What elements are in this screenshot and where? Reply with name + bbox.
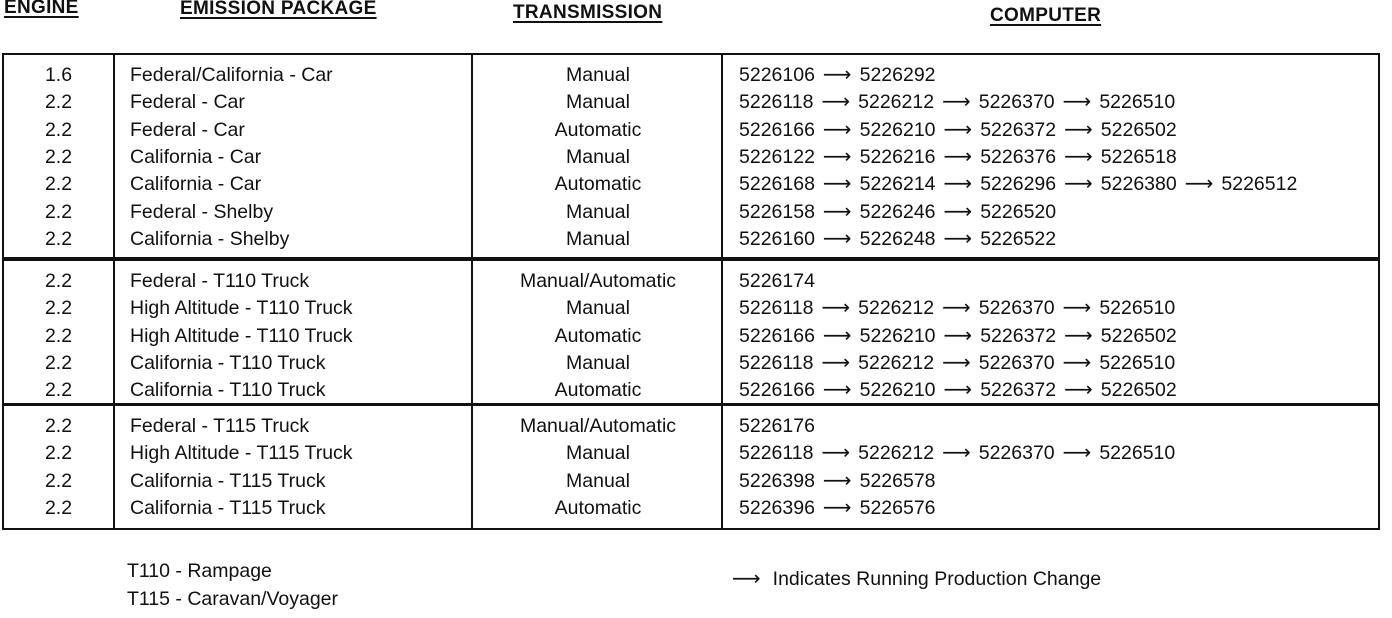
computer-part-number: 5226372 (980, 324, 1057, 347)
engine-cell: 1.6 (44, 64, 73, 86)
emission-cell: California - T115 Truck (130, 469, 326, 492)
arrow-icon: ⟶ (942, 442, 971, 465)
computer-part-number: 5226510 (1099, 297, 1176, 320)
arrow-icon: ⟶ (822, 118, 852, 141)
engine-cell: 2.2 (44, 91, 73, 114)
computer-part-number: 5226160 (739, 227, 815, 250)
computer-cell (739, 144, 1177, 171)
computer-part-number: 5226168 (739, 173, 815, 196)
emission-cell: Federal - T115 Truck (130, 415, 310, 437)
arrow-icon: ⟶ (822, 173, 852, 196)
computer-cell (739, 89, 1175, 116)
computer-cell (739, 117, 1177, 144)
computer-part-number: 5226576 (859, 496, 936, 519)
computer-part-number: 5226370 (978, 442, 1055, 465)
computer-part-number: 5226216 (859, 145, 936, 168)
arrow-icon: ⟶ (1064, 145, 1093, 168)
computer-part-number: 5226396 (739, 496, 815, 519)
emission-cell: Federal - Car (130, 118, 245, 141)
computer-part-number: 5226512 (1221, 173, 1298, 196)
legend-arrow-note (732, 566, 1101, 591)
emission-cell: California - T110 Truck (130, 351, 326, 374)
computer-cell (739, 295, 1175, 322)
computer-cell (739, 413, 815, 440)
arrow-icon: ⟶ (943, 200, 973, 223)
computer-cell (739, 226, 1056, 253)
arrow-icon: ⟶ (1184, 173, 1214, 196)
arrow-icon: ⟶ (822, 324, 852, 347)
computer-part-number: 5226520 (980, 200, 1057, 223)
engine-column (4, 261, 113, 403)
engine-cell: 2.2 (44, 324, 73, 347)
computer-part-number: 5226174 (739, 270, 815, 292)
computer-part-number: 5226518 (1100, 145, 1177, 168)
emission-column (113, 261, 473, 403)
emission-cell: High Altitude - T110 Truck (130, 324, 353, 347)
engine-cell: 2.2 (44, 496, 73, 519)
transmission-cell: Manual/Automatic (519, 415, 677, 437)
arrow-icon: ⟶ (943, 145, 973, 168)
engine-cell: 2.2 (44, 145, 73, 168)
arrow-icon: ⟶ (822, 145, 852, 168)
arrow-icon: ⟶ (822, 200, 852, 223)
computer-part-number: 5226210 (859, 118, 936, 141)
computer-part-number: 5226158 (739, 200, 815, 223)
engine-cell: 2.2 (44, 442, 73, 465)
emission-cell: High Altitude - T115 Truck (130, 442, 353, 465)
computer-part-number: 5226214 (859, 173, 936, 196)
transmission-cell: Manual (566, 200, 630, 223)
engine-cell: 2.2 (44, 351, 73, 374)
transmission-column (471, 261, 723, 403)
computer-cell (739, 377, 1177, 404)
arrow-icon: ⟶ (1062, 91, 1092, 114)
computer-part-number: 5226106 (739, 64, 815, 86)
computer-part-number: 5226210 (859, 324, 936, 347)
computer-part-number: 5226246 (859, 200, 936, 223)
computer-part-number: 5226166 (739, 324, 815, 347)
engine-cell: 2.2 (44, 415, 73, 437)
transmission-cell: Manual/Automatic (519, 270, 677, 292)
arrow-icon: ⟶ (943, 324, 973, 347)
arrow-icon: ⟶ (821, 297, 851, 320)
engine-column (4, 55, 113, 257)
engine-cell: 2.2 (44, 469, 73, 492)
arrow-icon: ⟶ (943, 173, 973, 196)
computer-part-number: 5226522 (980, 227, 1057, 250)
arrow-icon: ⟶ (1064, 324, 1093, 347)
emission-cell: California - T110 Truck (130, 379, 326, 402)
computer-cell (739, 268, 815, 295)
header-transmission: TRANSMISSION (513, 2, 663, 23)
computer-part-number: 5226212 (858, 91, 935, 114)
emission-cell: High Altitude - T110 Truck (130, 297, 353, 320)
computer-part-number: 5226296 (980, 173, 1057, 196)
arrow-icon: ⟶ (732, 568, 761, 590)
engine-cell: 2.2 (44, 379, 73, 402)
engine-cell: 2.2 (44, 227, 73, 250)
arrow-icon: ⟶ (822, 496, 852, 519)
emission-cell: California - Car (130, 173, 262, 196)
arrow-icon: ⟶ (1064, 379, 1093, 402)
computer-part-number: 5226118 (739, 351, 814, 374)
computer-column (721, 406, 1378, 528)
arrow-icon: ⟶ (942, 351, 971, 374)
engine-cell: 2.2 (44, 118, 73, 141)
engine-cell: 2.2 (44, 270, 73, 292)
arrow-icon: ⟶ (821, 91, 851, 114)
arrow-icon: ⟶ (943, 227, 973, 250)
computer-part-number: 5226510 (1099, 442, 1176, 465)
arrow-icon: ⟶ (1062, 442, 1092, 465)
engine-column (4, 406, 113, 528)
arrow-icon: ⟶ (942, 297, 971, 320)
computer-part-number: 5226118 (739, 442, 814, 465)
transmission-cell: Automatic (554, 496, 642, 519)
computer-part-number: 5226210 (859, 379, 936, 402)
arrow-icon: ⟶ (1062, 297, 1092, 320)
computer-part-number: 5226502 (1100, 379, 1177, 402)
computer-column (721, 55, 1378, 257)
computer-part-number: 5226118 (739, 297, 814, 320)
transmission-cell: Manual (566, 442, 630, 465)
legend-arrow-text: Indicates Running Production Change (772, 568, 1102, 590)
transmission-cell: Manual (566, 227, 630, 250)
table-group-car (2, 53, 1380, 259)
emission-column (113, 406, 473, 528)
arrow-icon: ⟶ (1064, 173, 1093, 196)
legend-t115: T115 - Caravan/Voyager (127, 588, 339, 610)
arrow-icon: ⟶ (942, 91, 971, 114)
header-computer: COMPUTER (990, 5, 1102, 26)
computer-part-number: 5226370 (978, 297, 1055, 320)
computer-part-number: 5226370 (978, 91, 1055, 114)
table-group-t110-truck (2, 259, 1380, 405)
arrow-icon: ⟶ (822, 64, 852, 86)
computer-column (721, 261, 1378, 403)
legend-t110: T110 - Rampage (127, 560, 272, 582)
emission-cell: California - Shelby (130, 227, 290, 250)
arrow-icon: ⟶ (821, 442, 851, 465)
computer-cell (739, 468, 936, 495)
engine-cell: 2.2 (44, 297, 73, 320)
header-engine: ENGINE (4, 0, 79, 18)
arrow-icon: ⟶ (1064, 118, 1093, 141)
arrow-icon: ⟶ (943, 379, 973, 402)
emission-cell: California - T115 Truck (130, 496, 326, 519)
transmission-cell: Manual (566, 297, 630, 320)
computer-cell (739, 62, 936, 89)
computer-cell (739, 350, 1175, 377)
transmission-column (471, 55, 723, 257)
computer-part-number: 5226118 (739, 91, 814, 114)
arrow-icon: ⟶ (1062, 351, 1092, 374)
computer-cell (739, 171, 1297, 198)
transmission-cell: Manual (566, 469, 630, 492)
emission-cell: California - Car (130, 145, 262, 168)
computer-part-number: 5226376 (980, 145, 1057, 168)
emission-cell: Federal/California - Car (130, 64, 333, 86)
transmission-cell: Automatic (554, 118, 642, 141)
transmission-cell: Manual (566, 64, 630, 86)
transmission-cell: Automatic (554, 173, 642, 196)
computer-part-number: 5226510 (1099, 91, 1176, 114)
computer-part-number: 5226176 (739, 415, 815, 437)
arrow-icon: ⟶ (822, 227, 852, 250)
emission-cell: Federal - Shelby (130, 200, 274, 223)
computer-part-number: 5226502 (1100, 118, 1177, 141)
computer-cell (739, 323, 1177, 350)
emission-column (113, 55, 473, 257)
computer-part-number: 5226212 (858, 442, 935, 465)
computer-part-number: 5226398 (739, 469, 815, 492)
arrow-icon: ⟶ (821, 351, 851, 374)
computer-part-number: 5226212 (858, 351, 935, 374)
computer-part-number: 5226248 (859, 227, 936, 250)
computer-part-number: 5226372 (980, 118, 1057, 141)
transmission-cell: Automatic (554, 379, 642, 402)
engine-cell: 2.2 (44, 173, 73, 196)
computer-part-number: 5226166 (739, 118, 815, 141)
computer-part-number: 5226510 (1099, 351, 1176, 374)
computer-part-number: 5226122 (739, 145, 815, 168)
transmission-cell: Manual (566, 91, 630, 114)
transmission-cell: Manual (566, 351, 630, 374)
arrow-icon: ⟶ (822, 469, 852, 492)
computer-cell (739, 440, 1175, 467)
transmission-column (471, 406, 723, 528)
arrow-icon: ⟶ (822, 379, 852, 402)
transmission-cell: Automatic (554, 324, 642, 347)
computer-part-number: 5226372 (980, 379, 1057, 402)
engine-cell: 2.2 (44, 200, 73, 223)
transmission-cell: Manual (566, 145, 630, 168)
computer-cell (739, 199, 1056, 226)
emission-cell: Federal - T110 Truck (130, 270, 310, 292)
computer-part-number: 5226166 (739, 379, 815, 402)
arrow-icon: ⟶ (943, 118, 973, 141)
computer-part-number: 5226578 (859, 469, 936, 492)
computer-part-number: 5226212 (858, 297, 935, 320)
table-group-t115-truck (2, 404, 1380, 530)
header-emission-package: EMISSION PACKAGE (180, 0, 377, 19)
computer-part-number: 5226502 (1100, 324, 1177, 347)
computer-cell (739, 495, 936, 522)
emission-cell: Federal - Car (130, 91, 245, 114)
computer-part-number: 5226380 (1100, 173, 1177, 196)
computer-part-number: 5226292 (859, 64, 936, 86)
computer-part-number: 5226370 (978, 351, 1055, 374)
